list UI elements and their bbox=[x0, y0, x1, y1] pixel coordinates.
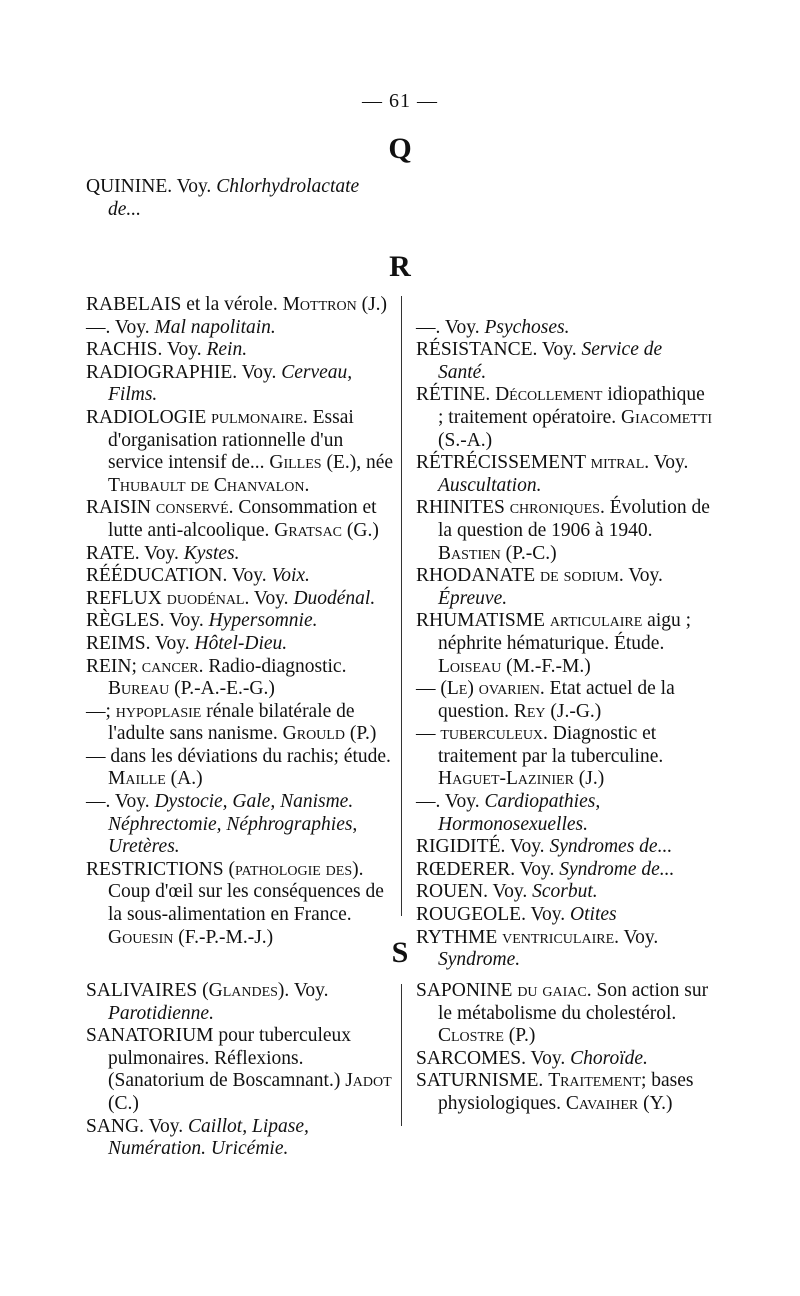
index-entry bbox=[416, 678, 714, 723]
entry-text: (J.-G.) bbox=[545, 700, 602, 722]
entry-text: . Son action sur le métabolisme du cholestérol. bbox=[438, 980, 709, 1024]
entry-text: . Voy. bbox=[244, 587, 294, 609]
entry-text: . Consommation et lutte anti-alcoolique. bbox=[108, 497, 377, 541]
entry-text: RHINITES bbox=[416, 497, 510, 519]
entry-text: . Évolution de la question de 1906 à 1940. bbox=[438, 497, 710, 541]
page-number: — 61 — bbox=[362, 90, 438, 112]
small-caps-text: Bastien bbox=[438, 542, 501, 564]
entry-text: . Voy. bbox=[618, 565, 663, 587]
cross-reference-text: Psychoses. bbox=[484, 316, 570, 338]
index-entry bbox=[86, 294, 394, 317]
index-entry bbox=[86, 980, 394, 1025]
entry-text: ). Voy. bbox=[277, 980, 329, 1001]
small-caps-text: Jadot bbox=[345, 1070, 392, 1092]
index-entry bbox=[416, 317, 714, 340]
index-entry bbox=[86, 176, 396, 221]
entry-text: . bbox=[304, 474, 310, 496]
entry-text: . Voy. bbox=[614, 926, 659, 948]
entry-text: RATE. Voy. bbox=[86, 542, 184, 564]
entry-text: RÉÉDUCATION. Voy. bbox=[86, 565, 272, 587]
entry-text: RADIOGRAPHIE. Voy. bbox=[86, 361, 282, 383]
small-caps-text: Mottron bbox=[282, 294, 357, 315]
index-column bbox=[416, 317, 714, 972]
index-entry bbox=[416, 384, 714, 452]
small-caps-text: conservé bbox=[155, 497, 229, 519]
index-entry bbox=[416, 452, 714, 497]
small-caps-text: Thubault de Chanvalon bbox=[108, 474, 305, 496]
entry-text: REIN; bbox=[86, 655, 142, 677]
cross-reference-text: Kystes. bbox=[183, 542, 240, 564]
index-entry bbox=[86, 1025, 394, 1115]
cross-reference-text: Scorbut. bbox=[532, 881, 598, 903]
index-entry bbox=[416, 980, 714, 1048]
small-caps-text: du gaiac bbox=[517, 980, 587, 1001]
cross-reference-text: Épreuve. bbox=[438, 587, 508, 609]
small-caps-text: Loiseau bbox=[438, 655, 502, 677]
entry-text: —. Voy. bbox=[86, 791, 155, 813]
index-entry bbox=[416, 881, 714, 904]
entry-text: (Y.) bbox=[638, 1092, 673, 1114]
small-caps-text: pulmonaire bbox=[211, 406, 303, 428]
cross-reference-text: Voix. bbox=[271, 565, 310, 587]
small-caps-text: Maille bbox=[108, 768, 166, 790]
index-entry bbox=[416, 836, 714, 859]
entry-text: SALIVAIRES ( bbox=[86, 980, 209, 1001]
index-entry bbox=[86, 362, 394, 407]
small-caps-text: Gouesin bbox=[108, 926, 174, 948]
entry-text: RHUMATISME bbox=[416, 610, 550, 632]
small-caps-text: Clostre bbox=[438, 1025, 504, 1047]
entry-text: aigu ; néphrite hématurique. Étude. bbox=[438, 610, 692, 654]
small-caps-text: Le bbox=[446, 678, 468, 700]
cross-reference-text: Cardiopathies, Hormonosexuelles. bbox=[438, 791, 601, 835]
entry-text: RŒDERER. Voy. bbox=[416, 858, 560, 880]
cross-reference-text: Hôtel-Dieu. bbox=[194, 632, 288, 654]
entry-text: REIMS. Voy. bbox=[86, 632, 195, 654]
entry-text: rénale bilatérale de l'adulte sans nanisme. bbox=[108, 700, 355, 745]
small-caps-text: mitral bbox=[590, 452, 645, 474]
small-caps-text: ventriculaire bbox=[502, 926, 615, 948]
small-caps-text: Glandes bbox=[208, 980, 278, 1001]
cross-reference-text: Cerveau, Films. bbox=[108, 361, 353, 406]
entry-text: (P.) bbox=[503, 1025, 536, 1047]
small-caps-text: articulaire bbox=[549, 610, 643, 632]
entry-text: . Voy. bbox=[644, 452, 689, 474]
entry-text: — ( bbox=[416, 678, 447, 700]
section-letter-s: S bbox=[391, 936, 409, 969]
cross-reference-text: Syndrome de... bbox=[559, 858, 675, 880]
small-caps-text: Gratsac bbox=[274, 519, 343, 541]
section-letter-r: R bbox=[389, 250, 411, 283]
column-divider bbox=[401, 984, 402, 1126]
index-column bbox=[416, 980, 714, 1116]
cross-reference-text: Duodénal. bbox=[293, 587, 376, 609]
index-entry bbox=[416, 565, 714, 610]
index-entry bbox=[86, 791, 394, 859]
index-column bbox=[86, 176, 396, 221]
index-entry bbox=[86, 656, 394, 701]
index-entry bbox=[416, 859, 714, 882]
small-caps-text: tuberculeux bbox=[440, 723, 544, 745]
index-entry bbox=[416, 497, 714, 565]
entry-text: . Radio-diagnostic. bbox=[198, 655, 347, 677]
entry-text: (G.) bbox=[342, 519, 379, 541]
entry-text: RÉTINE. bbox=[416, 384, 496, 406]
small-caps-text: Décollement bbox=[495, 384, 603, 406]
small-caps-text: duodénal bbox=[166, 587, 245, 609]
entry-text: —. Voy. bbox=[416, 316, 485, 338]
entry-text: ROUEN. Voy. bbox=[416, 881, 533, 903]
cross-reference-text: Syndrome. bbox=[438, 949, 521, 971]
entry-text: ) bbox=[467, 678, 479, 700]
cross-reference-text: Chlorhydrolactate de... bbox=[108, 176, 360, 220]
entry-text: (J.) bbox=[356, 294, 388, 315]
entry-text: (M.-F.-M.) bbox=[501, 655, 591, 677]
small-caps-text: ovarien bbox=[478, 678, 540, 700]
entry-text: RAISIN bbox=[86, 497, 156, 519]
cross-reference-text: Rein. bbox=[206, 339, 248, 361]
index-entry bbox=[86, 746, 394, 791]
entry-text: (P.) bbox=[344, 723, 377, 745]
entry-text: (C.) bbox=[108, 1092, 139, 1114]
entry-text: SARCOMES. Voy. bbox=[416, 1047, 571, 1069]
entry-text: idiopathique ; traitement opératoire. bbox=[438, 384, 705, 428]
index-entry bbox=[416, 723, 714, 791]
small-caps-text: Traitement bbox=[548, 1070, 641, 1092]
cross-reference-text: Mal napolitain. bbox=[154, 316, 276, 338]
index-entry bbox=[416, 610, 714, 678]
cross-reference-text: Service de Santé. bbox=[438, 339, 663, 383]
cross-reference-text: Dystocie, Gale, Nanisme. Néphrectomie, Néphrographies, Uretères. bbox=[108, 791, 358, 858]
small-caps-text: Rey bbox=[513, 700, 546, 722]
entry-text: SANATORIUM pour tuberculeux pulmonaires. Réflexions. (Sanatorium de Boscamnant.) bbox=[86, 1025, 352, 1092]
entry-text: (E.), née bbox=[321, 452, 394, 474]
index-column bbox=[86, 294, 394, 949]
entry-text: —; bbox=[86, 700, 116, 722]
entry-text: . Diagnostic et traitement par la tuberculine. bbox=[438, 723, 664, 767]
index-entry bbox=[86, 317, 394, 340]
section-letter-q: Q bbox=[388, 132, 412, 165]
small-caps-text: Giacometti bbox=[621, 406, 713, 428]
small-caps-text: Cavaiher bbox=[565, 1092, 639, 1114]
index-entry bbox=[86, 1116, 394, 1161]
index-entry bbox=[86, 339, 394, 362]
entry-text: RYTHME bbox=[416, 926, 503, 948]
entry-text: (P.-A.-E.-G.) bbox=[169, 678, 275, 700]
entry-text: RIGIDITÉ. Voy. bbox=[416, 836, 550, 858]
small-caps-text: Gilles bbox=[269, 452, 322, 474]
cross-reference-text: Choroïde. bbox=[570, 1047, 648, 1069]
index-entry bbox=[86, 497, 394, 542]
entry-text: RÈGLES. Voy. bbox=[86, 610, 209, 632]
index-entry bbox=[416, 1048, 714, 1071]
entry-text: SATURNISME. bbox=[416, 1070, 549, 1092]
cross-reference-text: Caillot, Lipase, Numération. Uricémie. bbox=[108, 1115, 309, 1160]
cross-reference-text: Syndromes de... bbox=[549, 836, 673, 858]
entry-text: —. Voy. bbox=[416, 791, 485, 813]
entry-text: (F.-P.-M.-J.) bbox=[173, 926, 274, 948]
entry-text: (P.-C.) bbox=[500, 542, 557, 564]
small-caps-text: Grould bbox=[282, 723, 345, 745]
cross-reference-text: Hypersomnie. bbox=[208, 610, 318, 632]
index-entry bbox=[86, 633, 394, 656]
small-caps-text: chroniques bbox=[509, 497, 600, 519]
index-entry bbox=[86, 407, 394, 497]
entry-text: (J.) bbox=[573, 768, 605, 790]
entry-text: REFLUX bbox=[86, 587, 167, 609]
index-entry bbox=[416, 339, 714, 384]
entry-text: ROUGEOLE. Voy. bbox=[416, 904, 571, 926]
column-divider bbox=[401, 296, 402, 916]
index-entry bbox=[416, 791, 714, 836]
entry-text: — dans les déviations du rachis; étude. bbox=[86, 745, 391, 767]
small-caps-text: pathologie des bbox=[234, 858, 353, 880]
entry-text: —. Voy. bbox=[86, 316, 155, 338]
small-caps-text: hypoplasie bbox=[115, 700, 202, 722]
entry-text: (A.) bbox=[165, 768, 203, 790]
cross-reference-text: Parotidienne. bbox=[108, 1002, 214, 1024]
cross-reference-text: Auscultation. bbox=[438, 474, 542, 496]
entry-text: ; bases physiologiques. bbox=[438, 1070, 694, 1114]
entry-text: (S.-A.) bbox=[438, 429, 493, 451]
entry-text: RÉSISTANCE. Voy. bbox=[416, 339, 582, 361]
small-caps-text: Haguet-Lazinier bbox=[438, 768, 574, 790]
entry-text: RÉTRÉCISSEMENT bbox=[416, 452, 591, 474]
entry-text: RESTRICTIONS ( bbox=[86, 858, 235, 880]
index-entry bbox=[416, 1070, 714, 1115]
entry-text: RHODANATE bbox=[416, 565, 541, 587]
index-entry bbox=[86, 565, 394, 588]
cross-reference-text: Otites bbox=[570, 904, 617, 926]
index-entry bbox=[86, 543, 394, 566]
entry-text: RADIOLOGIE bbox=[86, 406, 212, 428]
entry-text: RACHIS. Voy. bbox=[86, 339, 207, 361]
entry-text: . Essai d'organisation rationnelle d'un service intensif de... bbox=[108, 406, 354, 474]
small-caps-text: de sodium bbox=[540, 565, 619, 587]
entry-text: SANG. Voy. bbox=[86, 1115, 189, 1137]
small-caps-text: cancer bbox=[141, 655, 199, 677]
index-column bbox=[86, 980, 394, 1161]
entry-text: SAPONINE bbox=[416, 980, 518, 1001]
entry-text: ). Coup d'œil sur les conséquences de la sous-alimentation en France. bbox=[108, 858, 384, 926]
index-entry bbox=[86, 610, 394, 633]
entry-text: RABELAIS et la vérole. bbox=[86, 294, 283, 315]
index-entry bbox=[416, 904, 714, 927]
entry-text: — bbox=[416, 723, 441, 745]
entry-text: QUININE. Voy. bbox=[86, 176, 217, 197]
index-entry bbox=[86, 588, 394, 611]
index-entry bbox=[86, 701, 394, 746]
small-caps-text: Bureau bbox=[108, 678, 170, 700]
entry-text: . Etat actuel de la question. bbox=[438, 678, 675, 722]
